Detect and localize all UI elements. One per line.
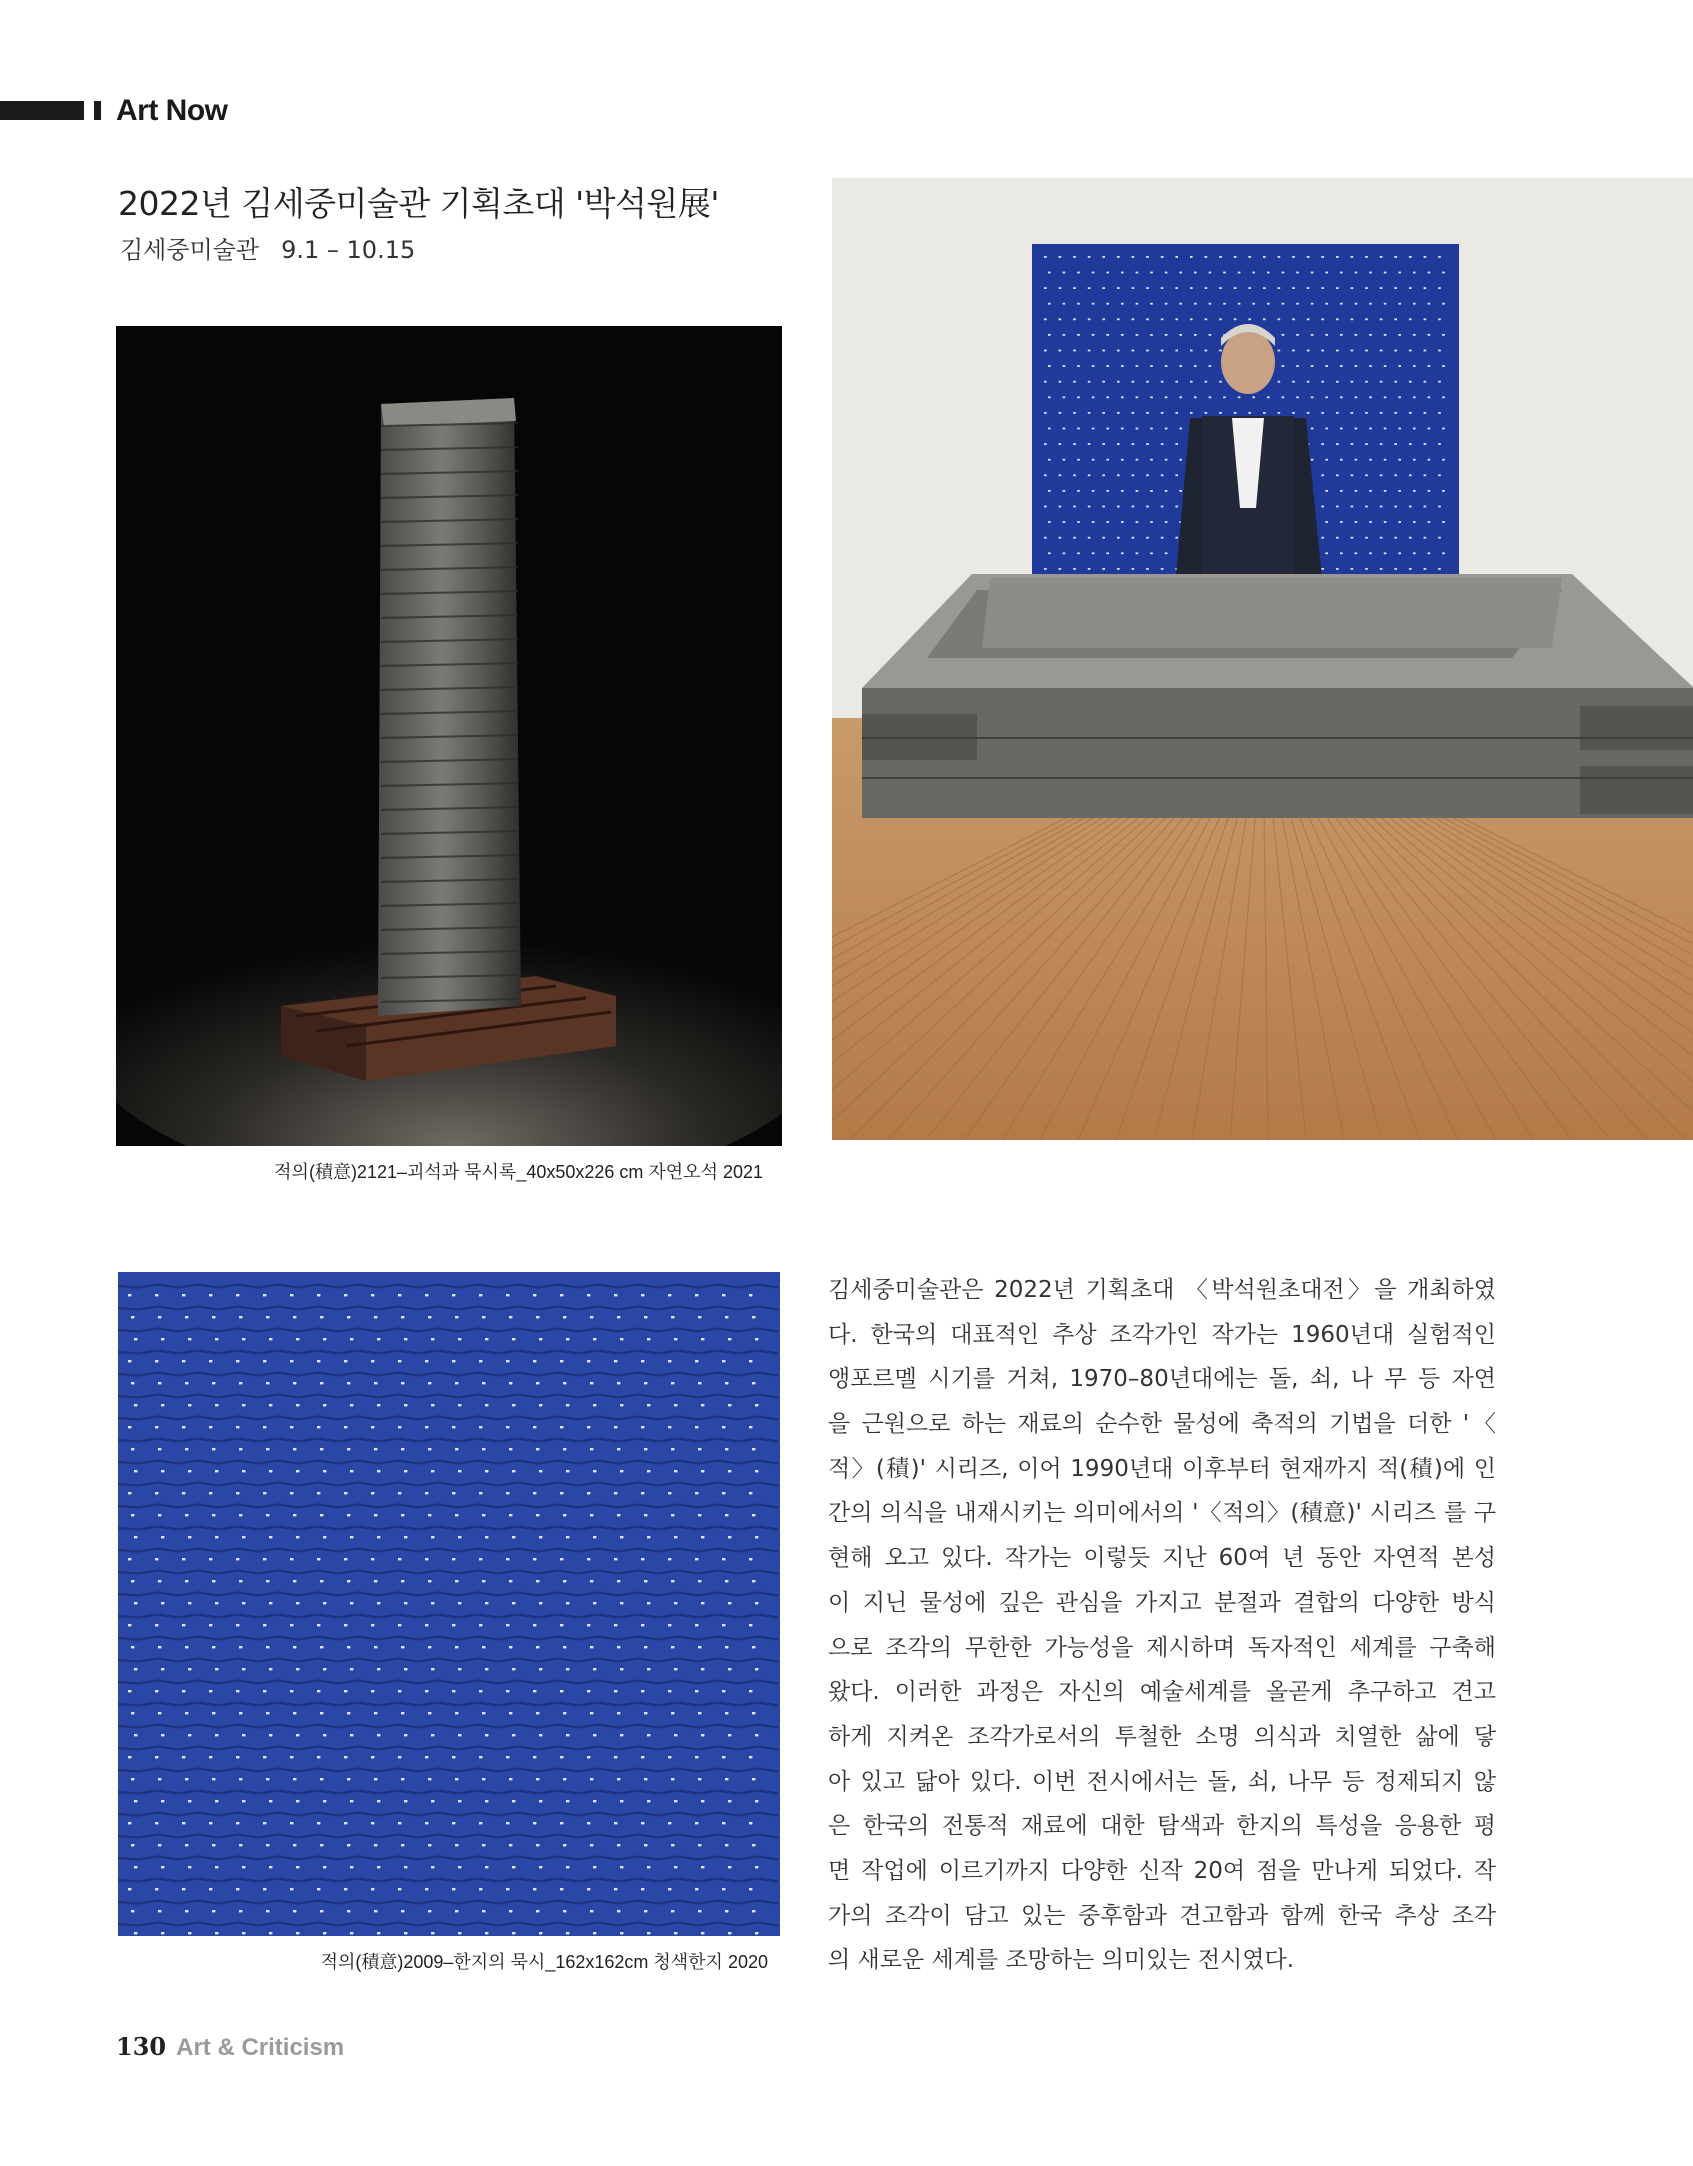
- artwork-photo-blue-hanji: [118, 1272, 780, 1936]
- body-line: 적〉(積)' 시리즈, 이어 1990년대 이후부터 현재까지 적(積)에 인: [828, 1455, 1496, 1482]
- body-line: 왔다. 이러한 과정은 자신의 예술세계를 올곧게 추구하고 견고: [828, 1679, 1496, 1706]
- body-line: 김세중미술관은 2022년 기획초대 〈박석원초대전〉을 개최하였: [828, 1277, 1496, 1303]
- section-bar: [0, 101, 84, 120]
- body-line: 면 작업에 이르기까지 다양한 신작 20여 점을 만나게 되었다. 작: [828, 1857, 1496, 1884]
- body-line: 이 지닌 물성에 깊은 관심을 가지고 분절과 결합의 다양한 방식: [828, 1589, 1496, 1616]
- sculpture-photo-stone-column: [116, 326, 782, 1146]
- body-line: 은 한국의 전통적 재료에 대한 탐색과 한지의 특성을 응용한 평: [828, 1813, 1496, 1840]
- article-title: 2022년 김세중미술관 기획초대 '박석원展': [118, 184, 719, 223]
- body-line: 하게 지켜온 조각가로서의 투철한 소명 의식과 치열한 삶에 닿: [828, 1723, 1496, 1750]
- section-marker: [94, 101, 101, 120]
- body-line: 현해 오고 있다. 작가는 이렇듯 지난 60여 년 동안 자연적 본성: [828, 1545, 1496, 1572]
- caption-stone-sculpture: 적의(積意)2121–괴석과 묵시록_40x50x226 cm 자연오석 2021: [274, 1162, 763, 1182]
- body-line: 다. 한국의 대표적인 추상 조각가인 작가는 1960년대 실험적인: [828, 1321, 1496, 1348]
- body-line: 아 있고 닮아 있다. 이번 전시에서는 돌, 쇠, 나무 등 정제되지 않: [828, 1768, 1496, 1795]
- magazine-name: Art & Criticism: [176, 2034, 345, 2061]
- body-line: 의 새로운 세계를 조망하는 의미있는 전시였다.: [828, 1947, 1295, 1974]
- venue: 김세중미술관: [120, 236, 260, 264]
- body-line: 앵포르멜 시기를 거쳐, 1970–80년대에는 돌, 쇠, 나 무 등 자연: [828, 1366, 1496, 1393]
- exhibition-dates: 9.1 – 10.15: [281, 236, 416, 264]
- artist-portrait-photo: [832, 178, 1693, 1140]
- body-line: 으로 조각의 무한한 가능성을 제시하며 독자적인 세계를 구축해: [828, 1634, 1496, 1661]
- page-footer: [116, 2032, 344, 2062]
- caption-blue-artwork: 적의(積意)2009–한지의 묵시_162x162cm 청색한지 2020: [320, 1952, 768, 1972]
- article-body: [828, 1268, 1496, 1983]
- section-label: Art Now: [116, 94, 228, 127]
- page-number: 130: [116, 2032, 167, 2061]
- body-line: 가의 조각이 담고 있는 중후함과 견고함과 함께 한국 추상 조각: [828, 1902, 1496, 1929]
- article-meta: [120, 230, 437, 265]
- body-line: 간의 의식을 내재시키는 의미에서의 '〈적의〉(積意)' 시리즈 를 구: [828, 1500, 1496, 1527]
- body-line: 을 근원으로 하는 재료의 순수한 물성에 축적의 기법을 더한 '〈: [828, 1411, 1496, 1438]
